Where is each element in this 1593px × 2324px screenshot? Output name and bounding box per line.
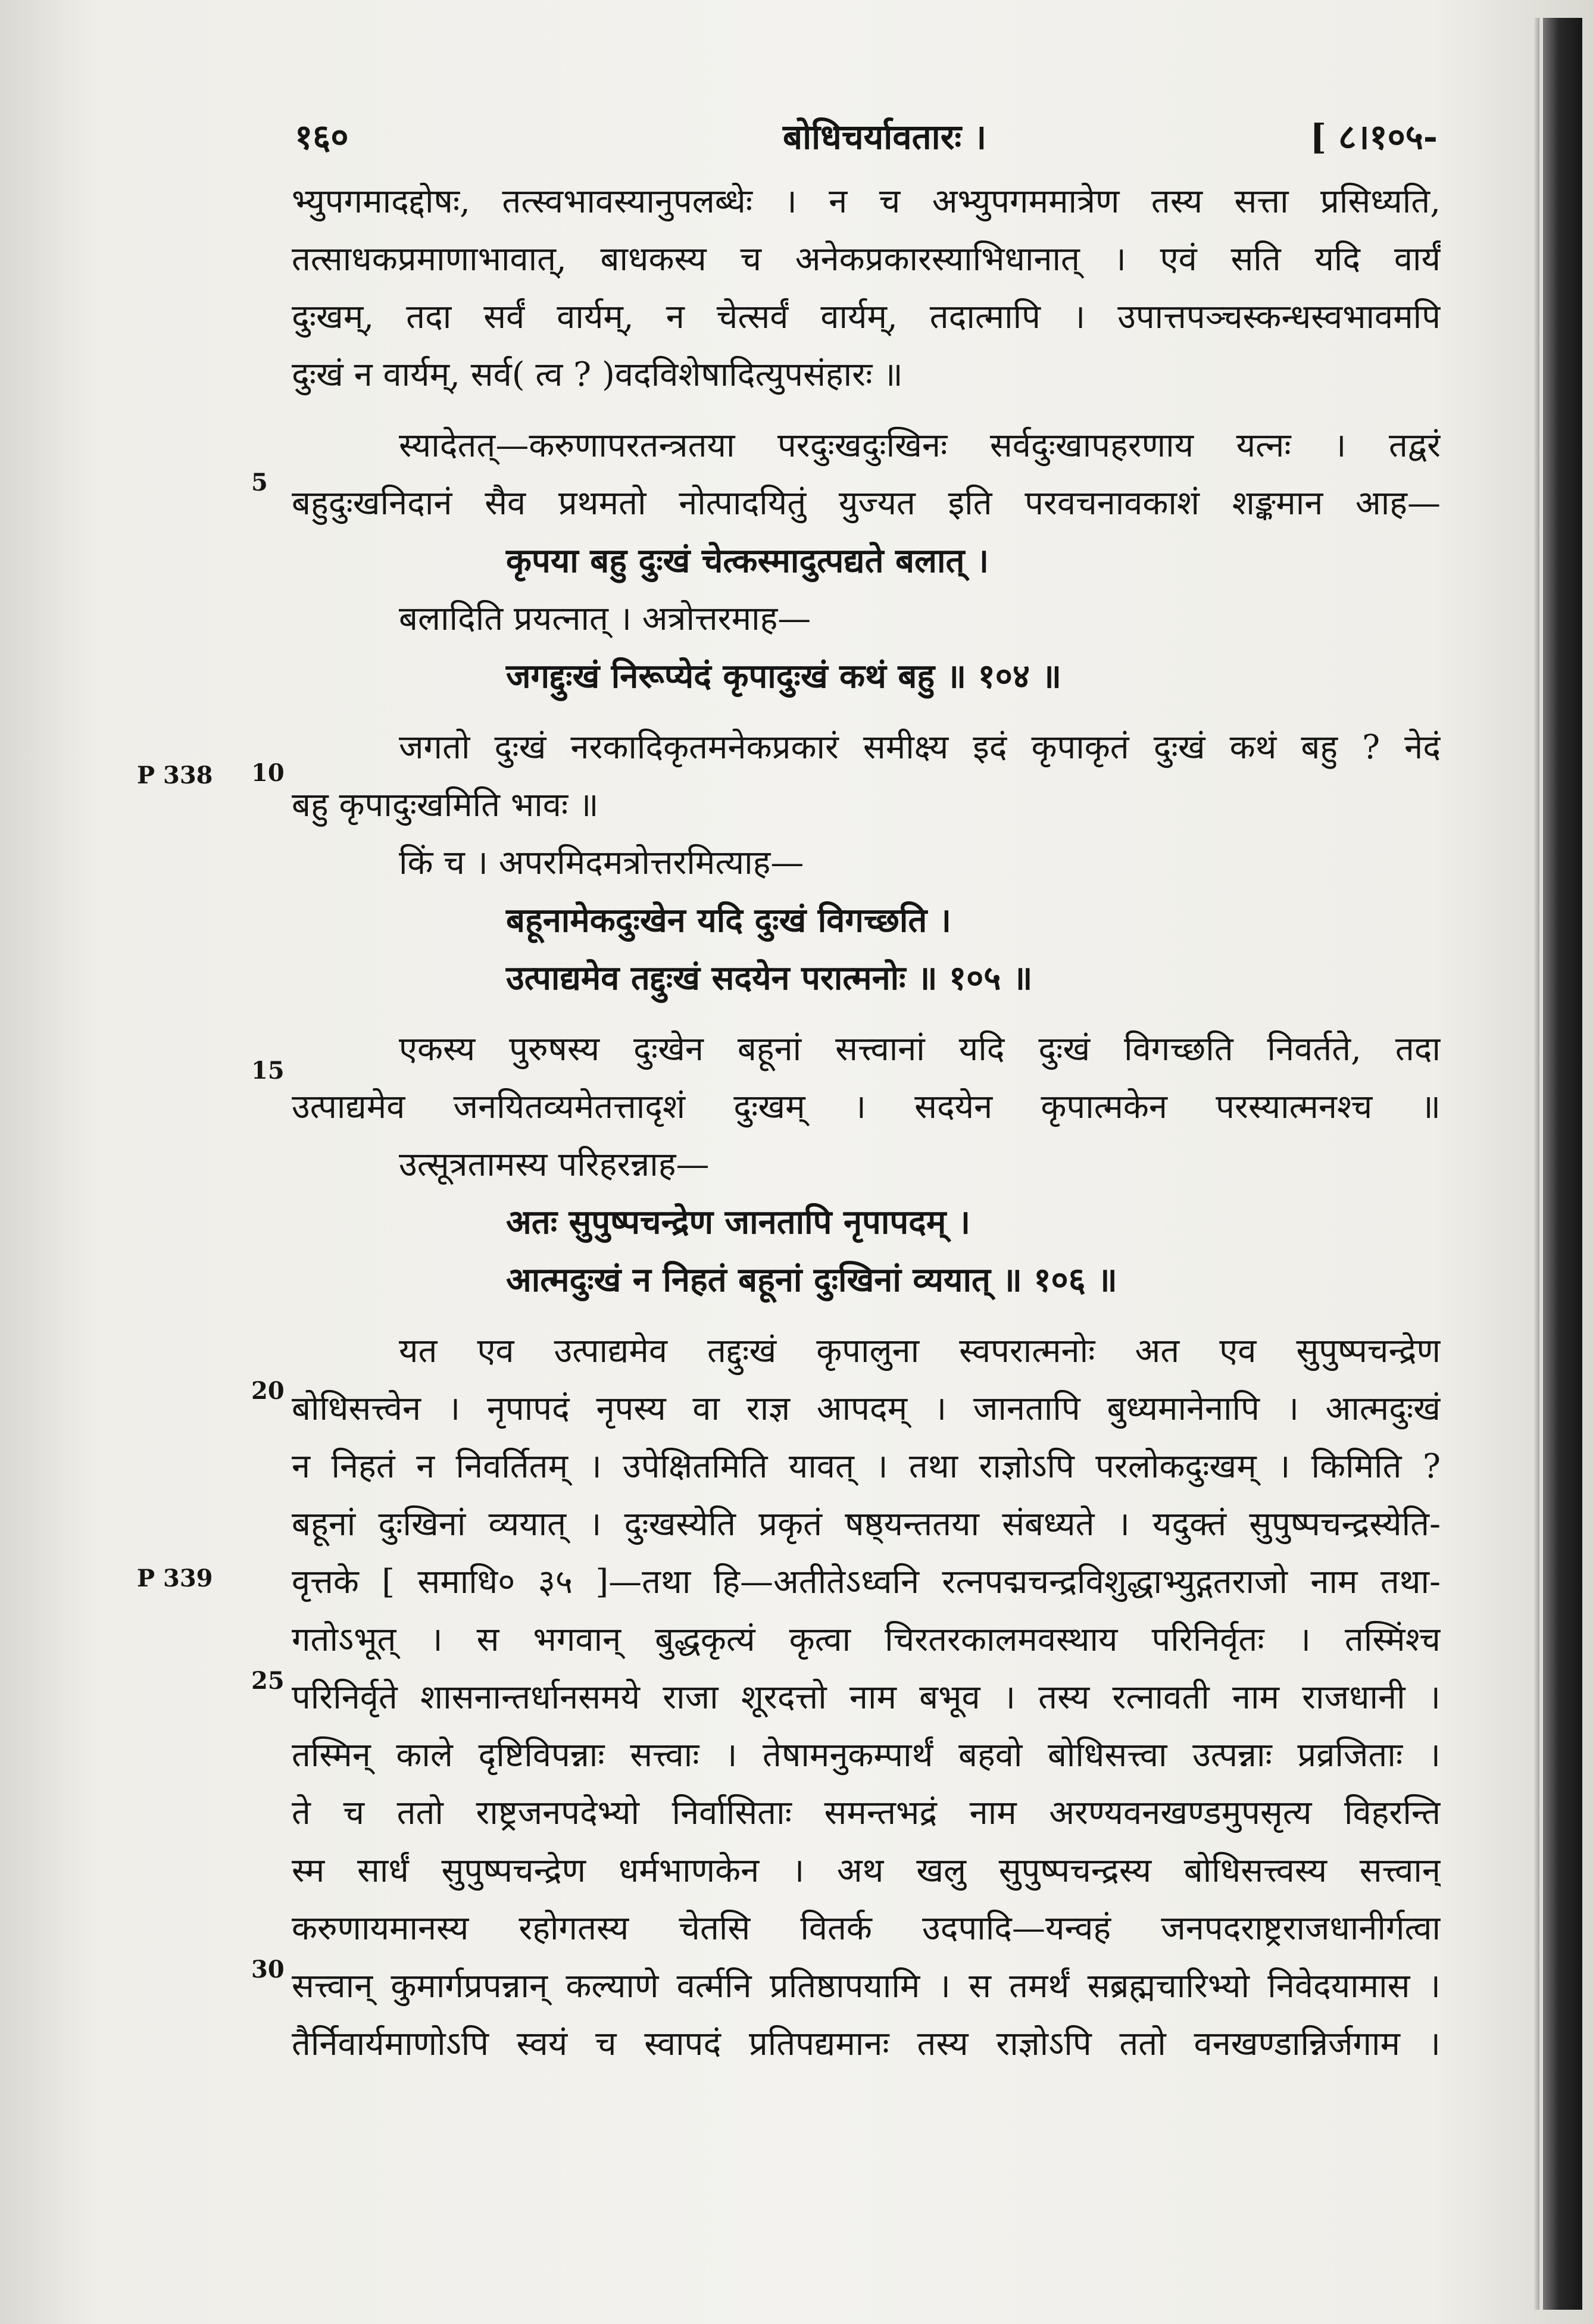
text-line: बहूनां दुःखिनां व्ययात् । दुःखस्येति प्रकृतं षष्ठ्यन्ततया संबध्यते । यदुक्तं सुपुष्पचन्द्रस्येति- — [292, 1505, 1441, 1544]
text-line: उत्सूत्रतामस्य परिहरन्नाह— — [399, 1145, 710, 1184]
page-ref-p339: P 339 — [137, 1564, 213, 1592]
text-line: तत्साधकप्रमाणाभावात्, बाधकस्य च अनेकप्रकारस्याभिधानात् । एवं सति यदि वार्यं — [292, 240, 1441, 279]
text-line: तैर्निवार्यमाणोऽपि स्वयं च स्वापदं प्रतिपद्यमानः तस्य राज्ञोऽपि ततो वनखण्डान्निर्जगाम । — [292, 2025, 1441, 2063]
verse-line: अतः सुपुष्पचन्द्रेण जानतापि नृपापदम् । — [506, 1202, 971, 1242]
running-header — [295, 112, 1438, 165]
text-line: बलादिति प्रयत्नात् । अत्रोत्तरमाह— — [399, 599, 811, 638]
text-line: किं च । अपरमिदमत्रोत्तरमित्याह— — [399, 844, 804, 882]
verse-line: आत्मदुःखं न निहतं बहूनां दुःखिनां व्ययात् ॥ १०६ ॥ — [506, 1260, 1117, 1300]
line-number-25: 25 — [251, 1667, 285, 1695]
text-line: बहुदुःखनिदानं सैव प्रथमतो नोत्पादयितुं युज्यत इति परवचनावकाशं शङ्कमान आह— — [292, 484, 1441, 523]
book-spine — [1543, 18, 1582, 2310]
line-number-5: 5 — [251, 468, 268, 496]
text-line: एकस्य पुरुषस्य दुःखेन बहूनां सत्त्वानां यदि दुःखं विगच्छति निवर्तते, तदा — [399, 1030, 1441, 1069]
verse-line: जगद्दुःखं निरूप्येदं कृपादुःखं कथं बहु ॥ १०४ ॥ — [506, 657, 1062, 696]
text-line: वृत्तके [ समाधि० ३५ ]—तथा हि—अतीतेऽध्वनि रत्नपद्मचन्द्रविशुद्धाभ्युद्गतराजो नाम तथा- — [292, 1563, 1441, 1601]
text-line: ते च ततो राष्ट्रजनपदेभ्यो निर्वासिताः समन्तभद्रं नाम अरण्यवनखण्डमुपसृत्य विहरन्ति — [292, 1794, 1441, 1832]
text-line: करुणायमानस्य रहोगतस्य चेतसि वितर्क उदपादि—यन्वहं जनपदराष्ट्रराजधानीर्गत्वा — [292, 1909, 1441, 1948]
page-ref-p338: P 338 — [137, 761, 213, 789]
text-line: सत्त्वान् कुमार्गप्रपन्नान् कल्याणे वर्त्मनि प्रतिष्ठापयामि । स तमर्थं सब्रह्मचारिभ्यो निवेदयामास । — [292, 1967, 1441, 2006]
section-reference: [ ८।१०५- — [1310, 117, 1438, 157]
text-line: उत्पाद्यमेव जनयितव्यमेतत्तादृशं दुःखम् । सदयेन कृपात्मकेन परस्यात्मनश्च ॥ — [292, 1088, 1441, 1126]
verse-line: बहूनामेकदुःखेन यदि दुःखं विगच्छति । — [506, 901, 951, 940]
text-line: परिनिर्वृते शासनान्तर्धानसमये राजा शूरदत्तो नाम बभूव । तस्य रत्नावती नाम राजधानी । — [292, 1678, 1441, 1717]
line-number-15: 15 — [251, 1057, 285, 1085]
text-line: तस्मिन् काले दृष्टिविपन्नाः सत्त्वाः । तेषामनुकम्पार्थं बहवो बोधिसत्त्वा उत्पन्नाः प्रव्रजिताः । — [292, 1736, 1441, 1775]
running-title: बोधिचर्यावतारः । — [783, 117, 987, 157]
text-line: स्यादेतत्—करुणापरतन्त्रतया परदुःखदुःखिनः सर्वदुःखापहरणाय यत्नः । तद्वरं — [399, 426, 1441, 465]
text-line: स्म सार्धं सुपुष्पचन्द्रेण धर्मभाणकेन । अथ खलु सुपुष्पचन्द्रस्य बोधिसत्त्वस्य सत्त्वान् — [292, 1851, 1441, 1890]
page-number: १६० — [295, 117, 349, 157]
text-line: न निहतं न निवर्तितम् । उपेक्षितमिति यावत् । तथा राज्ञोऽपि परलोकदुःखम् । किमिति ? — [292, 1447, 1441, 1486]
text-line: भ्युपगमादद्दोषः, तत्स्वभावस्यानुपलब्धेः । न च अभ्युपगममात्रेण तस्य सत्ता प्रसिध्यति, — [292, 182, 1441, 221]
text-line: यत एव उत्पाद्यमेव तद्दुःखं कृपालुना स्वपरात्मनोः अत एव सुपुष्पचन्द्रेण — [399, 1332, 1441, 1370]
text-line: बहु कृपादुःखमिति भावः ॥ — [292, 786, 599, 824]
commentary-body — [292, 173, 1441, 2073]
line-number-10: 10 — [251, 759, 285, 787]
line-number-30: 30 — [251, 1956, 285, 1983]
binding-shadow — [1533, 18, 1539, 2310]
text-line: जगतो दुःखं नरकादिकृतमनेकप्रकारं समीक्ष्य इदं कृपाकृतं दुःखं कथं बहु ? नेदं — [399, 728, 1441, 767]
text-line: गतोऽभूत् । स भगवान् बुद्धकृत्यं कृत्वा चिरतरकालमवस्थाय परिनिर्वृतः । तस्मिंश्च — [292, 1620, 1441, 1659]
verse-line: कृपया बहु दुःखं चेत्कस्मादुत्पद्यते बलात् । — [506, 541, 989, 580]
text-line: बोधिसत्त्वेन । नृपापदं नृपस्य वा राज्ञ आपदम् । जानतापि बुध्यमानेनापि । आत्मदुःखं — [292, 1389, 1441, 1428]
line-number-20: 20 — [251, 1377, 285, 1405]
text-line: दुःखम्, तदा सर्वं वार्यम्, न चेत्सर्वं वार्यम्, तदात्मापि । उपात्तपञ्चस्कन्धस्वभावमपि — [292, 298, 1441, 336]
text-line: दुःखं न वार्यम्, सर्व( त्व ? )वदविशेषादित्युपसंहारः ॥ — [292, 355, 903, 394]
verse-line: उत्पाद्यमेव तद्दुःखं सदयेन परात्मनोः ॥ १०५ ॥ — [506, 958, 1033, 998]
